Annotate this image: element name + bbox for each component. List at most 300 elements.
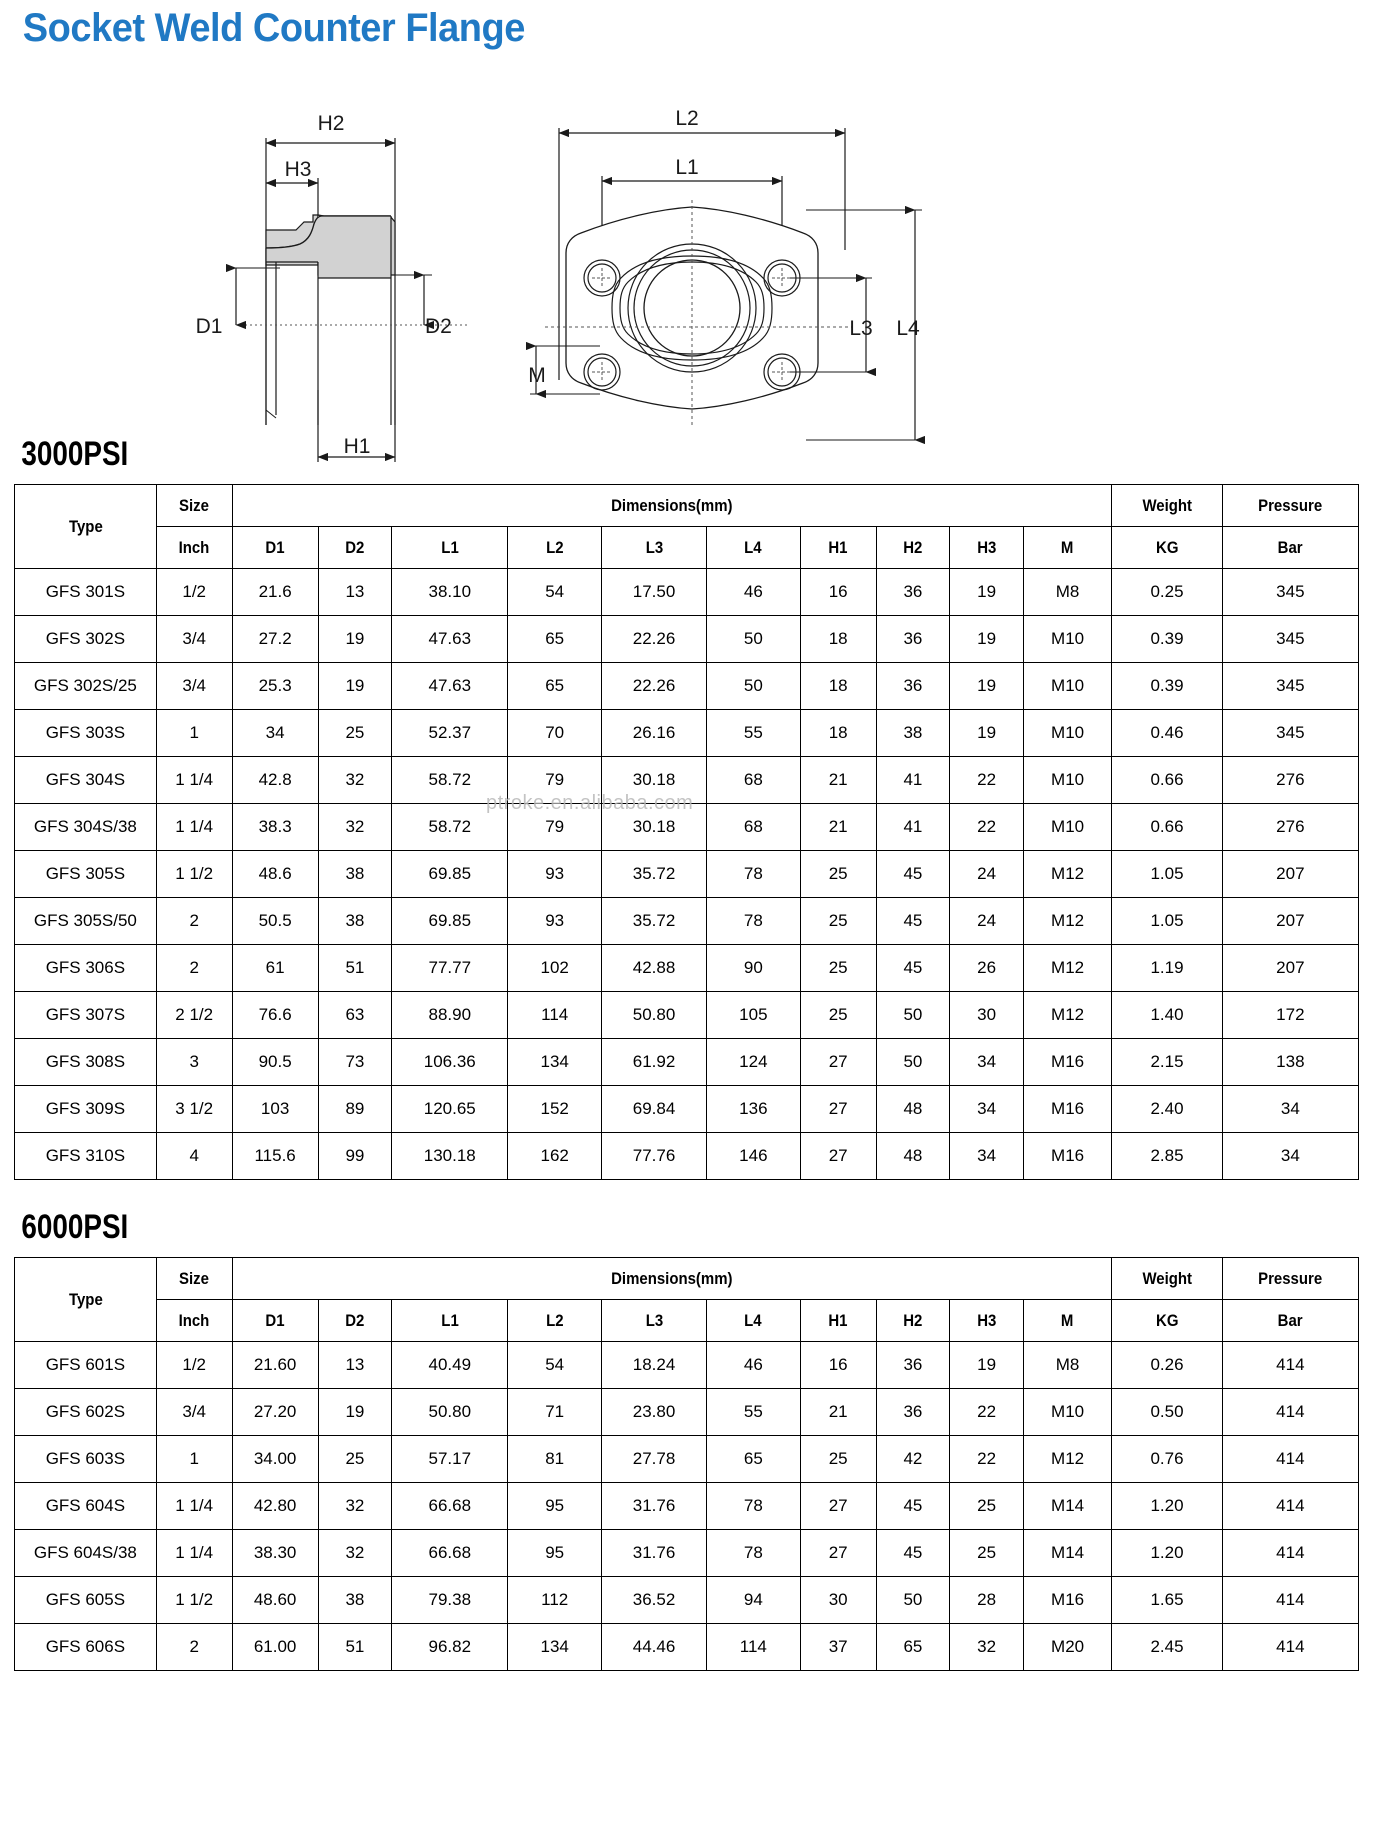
table-cell: M16 [1023, 1133, 1111, 1180]
table-cell: 21 [800, 1389, 876, 1436]
table-cell: 134 [508, 1624, 602, 1671]
table-cell: 30.18 [602, 757, 707, 804]
table-cell: 24 [950, 898, 1024, 945]
table-cell: 32 [318, 1483, 392, 1530]
table-cell: 61.00 [232, 1624, 318, 1671]
col-header-pressure: Pressure [1230, 485, 1350, 527]
table-cell: 136 [706, 1086, 800, 1133]
table-cell: 3 [156, 1039, 232, 1086]
table-cell: M10 [1023, 1389, 1111, 1436]
watermark: ptroke.en.alibaba.com [486, 792, 694, 814]
table-cell: 46 [706, 569, 800, 616]
table-cell: 61.92 [602, 1039, 707, 1086]
table-cell: 77.77 [392, 945, 508, 992]
table-cell: 1.65 [1112, 1577, 1222, 1624]
table-cell: 42 [876, 1436, 950, 1483]
table-cell: 0.66 [1112, 757, 1222, 804]
table-cell: M14 [1023, 1530, 1111, 1577]
table-cell: 50 [876, 992, 950, 1039]
table-cell: 76.6 [232, 992, 318, 1039]
table-cell: 81 [508, 1436, 602, 1483]
table-header-row-bottom [15, 1300, 1359, 1342]
table-cell: 69.85 [392, 851, 508, 898]
table-cell: 31.76 [602, 1483, 707, 1530]
col-header-h3: H3 [954, 527, 1019, 569]
table-header-row-top [15, 485, 1359, 527]
table-cell: 63 [318, 992, 392, 1039]
col-header-d1: D1 [237, 527, 313, 569]
table-cell: 1/2 [156, 1342, 232, 1389]
table-cell: 207 [1222, 851, 1358, 898]
table-cell: 79 [508, 804, 602, 851]
table-cell: 35.72 [602, 851, 707, 898]
table-cell: 34 [950, 1086, 1024, 1133]
col-header-weight-unit: KG [1118, 527, 1215, 569]
table-cell: 345 [1222, 616, 1358, 663]
table-cell: 19 [318, 663, 392, 710]
table-cell: 162 [508, 1133, 602, 1180]
table-cell: 18 [800, 710, 876, 757]
table-cell: 2.15 [1112, 1039, 1222, 1086]
table-row [15, 898, 1359, 945]
cell-type: GFS 303S [15, 710, 157, 757]
dim-label-l3: L3 [849, 317, 873, 340]
col-header-type: Type [23, 1258, 148, 1342]
table-cell: 13 [318, 569, 392, 616]
table-cell: 30.18 [602, 804, 707, 851]
table-cell: 2 [156, 945, 232, 992]
table-cell: 13 [318, 1342, 392, 1389]
table-cell: 45 [876, 851, 950, 898]
table-cell: 42.8 [232, 757, 318, 804]
table-cell: 48.60 [232, 1577, 318, 1624]
col-header-dimensions: Dimensions(mm) [285, 1258, 1059, 1300]
table-cell: 36.52 [602, 1577, 707, 1624]
table-cell: 34 [950, 1133, 1024, 1180]
table-cell: M12 [1023, 992, 1111, 1039]
table-cell: 21 [800, 804, 876, 851]
table-row [15, 663, 1359, 710]
col-header-size: Size [161, 485, 228, 527]
table-cell: 23.80 [602, 1389, 707, 1436]
table-cell: 28 [950, 1577, 1024, 1624]
table-cell: 88.90 [392, 992, 508, 1039]
table-cell: 0.50 [1112, 1389, 1222, 1436]
table-cell: 0.66 [1112, 804, 1222, 851]
table-cell: 38.30 [232, 1530, 318, 1577]
table-row [15, 1436, 1359, 1483]
table-cell: 22.26 [602, 663, 707, 710]
table-cell: 78 [706, 1530, 800, 1577]
table-cell: 25.3 [232, 663, 318, 710]
table-row [15, 1133, 1359, 1180]
table-cell: 21 [800, 757, 876, 804]
table-row [15, 945, 1359, 992]
table-cell: 19 [950, 663, 1024, 710]
table-cell: 2.40 [1112, 1086, 1222, 1133]
table-cell: 34 [1222, 1086, 1358, 1133]
table-cell: 42.88 [602, 945, 707, 992]
col-header-m: M [1029, 1300, 1107, 1342]
table-cell: M14 [1023, 1483, 1111, 1530]
table-cell: 40.49 [392, 1342, 508, 1389]
table-cell: 30 [950, 992, 1024, 1039]
col-header-l1: L1 [399, 527, 501, 569]
section-heading-6000psi: 6000PSI [21, 1208, 129, 1246]
dim-label-h3: H3 [284, 158, 312, 181]
table-row [15, 1342, 1359, 1389]
table-cell: 95 [508, 1483, 602, 1530]
table-cell: 1 1/4 [156, 1530, 232, 1577]
table-cell: 1.20 [1112, 1483, 1222, 1530]
table-cell: 3 1/2 [156, 1086, 232, 1133]
section-heading-3000psi: 3000PSI [21, 435, 129, 473]
table-cell: 114 [508, 992, 602, 1039]
table-cell: 73 [318, 1039, 392, 1086]
table-cell: 78 [706, 851, 800, 898]
cell-type: GFS 305S/50 [15, 898, 157, 945]
table-cell: 57.17 [392, 1436, 508, 1483]
table-cell: 54 [508, 569, 602, 616]
col-header-l3: L3 [608, 527, 700, 569]
table-cell: 36 [876, 569, 950, 616]
dim-label-l2: L2 [675, 107, 699, 130]
table-cell: 25 [800, 992, 876, 1039]
cell-type: GFS 603S [15, 1436, 157, 1483]
table-cell: 276 [1222, 804, 1358, 851]
table-row [15, 804, 1359, 851]
col-header-m: M [1029, 527, 1107, 569]
table-cell: 1 1/2 [156, 851, 232, 898]
table-cell: 69.84 [602, 1086, 707, 1133]
col-header-d2: D2 [322, 527, 387, 569]
spec-table-6000psi [14, 1257, 1359, 1671]
col-header-weight: Weight [1118, 485, 1215, 527]
table-cell: 25 [800, 898, 876, 945]
dim-label-h2: H2 [317, 112, 345, 135]
table-cell: 50.5 [232, 898, 318, 945]
dim-label-l4: L4 [896, 317, 920, 340]
table-row [15, 1039, 1359, 1086]
table-cell: 17.50 [602, 569, 707, 616]
col-header-d2: D2 [322, 1300, 387, 1342]
col-header-pressure-unit: Bar [1230, 527, 1350, 569]
table-cell: 345 [1222, 663, 1358, 710]
col-header-l3: L3 [608, 1300, 700, 1342]
table-cell: 1.19 [1112, 945, 1222, 992]
table-cell: 120.65 [392, 1086, 508, 1133]
table-row [15, 757, 1359, 804]
table-cell: 1.40 [1112, 992, 1222, 1039]
table-cell: 21.6 [232, 569, 318, 616]
table-cell: 106.36 [392, 1039, 508, 1086]
table-cell: 34 [1222, 1133, 1358, 1180]
table-cell: 36 [876, 663, 950, 710]
table-cell: 276 [1222, 757, 1358, 804]
table-cell: 46 [706, 1342, 800, 1389]
table-row [15, 851, 1359, 898]
table-cell: 50 [876, 1039, 950, 1086]
table-cell: 18.24 [602, 1342, 707, 1389]
col-header-l2: L2 [513, 527, 596, 569]
table-cell: 96.82 [392, 1624, 508, 1671]
col-header-l2: L2 [513, 1300, 596, 1342]
table-cell: 50.80 [392, 1389, 508, 1436]
table-cell: 45 [876, 1483, 950, 1530]
dim-label-d2: D2 [425, 315, 452, 338]
cell-type: GFS 301S [15, 569, 157, 616]
table-cell: 65 [508, 663, 602, 710]
spec-table-6000psi-body [15, 1342, 1359, 1671]
dim-label-l1: L1 [675, 156, 699, 179]
table-cell: 1.05 [1112, 851, 1222, 898]
table-cell: 27 [800, 1483, 876, 1530]
table-row [15, 1624, 1359, 1671]
table-cell: 22 [950, 1436, 1024, 1483]
cell-type: GFS 304S [15, 757, 157, 804]
table-cell: 24 [950, 851, 1024, 898]
cell-type: GFS 605S [15, 1577, 157, 1624]
table-cell: 38 [318, 851, 392, 898]
table-cell: 1 [156, 1436, 232, 1483]
table-cell: 58.72 [392, 757, 508, 804]
table-cell: 68 [706, 804, 800, 851]
table-cell: 26.16 [602, 710, 707, 757]
table-cell: M8 [1023, 1342, 1111, 1389]
table-row [15, 1086, 1359, 1133]
table-cell: 32 [318, 757, 392, 804]
table-cell: 19 [950, 1342, 1024, 1389]
table-row [15, 992, 1359, 1039]
table-cell: M10 [1023, 616, 1111, 663]
page-title: Socket Weld Counter Flange [22, 6, 525, 50]
spec-table-3000psi-wrap [0, 484, 1373, 1180]
col-header-pressure: Pressure [1230, 1258, 1350, 1300]
table-cell: 48 [876, 1086, 950, 1133]
cell-type: GFS 305S [15, 851, 157, 898]
table-cell: 58.72 [392, 804, 508, 851]
table-cell: 27.78 [602, 1436, 707, 1483]
table-cell: 207 [1222, 945, 1358, 992]
cell-type: GFS 604S/38 [15, 1530, 157, 1577]
col-header-size: Size [161, 1258, 228, 1300]
col-header-h2: H2 [881, 527, 946, 569]
cell-type: GFS 310S [15, 1133, 157, 1180]
table-row [15, 1389, 1359, 1436]
table-cell: 152 [508, 1086, 602, 1133]
dim-label-h1: H1 [343, 435, 371, 458]
table-cell: 19 [950, 569, 1024, 616]
table-cell: 1 1/4 [156, 1483, 232, 1530]
table-cell: 1 1/4 [156, 757, 232, 804]
col-header-h2: H2 [881, 1300, 946, 1342]
col-header-size-unit: Inch [161, 1300, 228, 1342]
col-header-weight: Weight [1118, 1258, 1215, 1300]
cell-type: GFS 309S [15, 1086, 157, 1133]
table-cell: 93 [508, 898, 602, 945]
table-cell: 51 [318, 945, 392, 992]
table-cell: 22 [950, 1389, 1024, 1436]
table-cell: 45 [876, 1530, 950, 1577]
table-cell: 32 [950, 1624, 1024, 1671]
table-cell: 414 [1222, 1436, 1358, 1483]
table-cell: M10 [1023, 757, 1111, 804]
table-cell: 95 [508, 1530, 602, 1577]
cell-type: GFS 606S [15, 1624, 157, 1671]
table-cell: 1 [156, 710, 232, 757]
table-cell: 54 [508, 1342, 602, 1389]
table-cell: 89 [318, 1086, 392, 1133]
table-cell: 25 [800, 851, 876, 898]
cell-type: GFS 306S [15, 945, 157, 992]
table-cell: 19 [318, 616, 392, 663]
table-cell: 27 [800, 1039, 876, 1086]
table-cell: 66.68 [392, 1483, 508, 1530]
table-cell: 34 [950, 1039, 1024, 1086]
table-cell: 90.5 [232, 1039, 318, 1086]
table-cell: 414 [1222, 1483, 1358, 1530]
table-cell: 22.26 [602, 616, 707, 663]
table-cell: 70 [508, 710, 602, 757]
table-cell: 0.46 [1112, 710, 1222, 757]
table-cell: 66.68 [392, 1530, 508, 1577]
table-cell: 1.20 [1112, 1530, 1222, 1577]
cell-type: GFS 308S [15, 1039, 157, 1086]
table-header-row-bottom [15, 527, 1359, 569]
dim-label-d1: D1 [195, 315, 223, 338]
table-cell: 78 [706, 1483, 800, 1530]
table-cell: 27 [800, 1530, 876, 1577]
table-cell: 27 [800, 1133, 876, 1180]
table-cell: 114 [706, 1624, 800, 1671]
table-cell: 0.39 [1112, 616, 1222, 663]
table-cell: 414 [1222, 1530, 1358, 1577]
col-header-h1: H1 [805, 527, 872, 569]
table-cell: 3/4 [156, 1389, 232, 1436]
table-cell: 1 1/4 [156, 804, 232, 851]
table-cell: 61 [232, 945, 318, 992]
col-header-l1: L1 [399, 1300, 501, 1342]
table-cell: 414 [1222, 1389, 1358, 1436]
table-cell: 1 1/2 [156, 1577, 232, 1624]
table-cell: 77.76 [602, 1133, 707, 1180]
table-cell: 0.26 [1112, 1342, 1222, 1389]
table-cell: 47.63 [392, 663, 508, 710]
table-cell: 32 [318, 804, 392, 851]
table-cell: 130.18 [392, 1133, 508, 1180]
table-cell: 18 [800, 663, 876, 710]
table-cell: 71 [508, 1389, 602, 1436]
table-cell: 45 [876, 898, 950, 945]
table-cell: 112 [508, 1577, 602, 1624]
table-cell: 36 [876, 1342, 950, 1389]
spec-table-6000psi-wrap [0, 1257, 1373, 1671]
table-cell: M10 [1023, 710, 1111, 757]
table-header-row-top [15, 1258, 1359, 1300]
table-cell: 99 [318, 1133, 392, 1180]
table-cell: 2.85 [1112, 1133, 1222, 1180]
table-cell: 16 [800, 569, 876, 616]
table-cell: 65 [876, 1624, 950, 1671]
table-cell: M16 [1023, 1086, 1111, 1133]
table-cell: 124 [706, 1039, 800, 1086]
table-cell: 25 [800, 1436, 876, 1483]
table-row [15, 1530, 1359, 1577]
table-cell: 146 [706, 1133, 800, 1180]
table-cell: 38 [318, 898, 392, 945]
table-cell: 414 [1222, 1342, 1358, 1389]
table-cell: 55 [706, 1389, 800, 1436]
table-cell: M12 [1023, 1436, 1111, 1483]
table-cell: 134 [508, 1039, 602, 1086]
table-cell: 25 [318, 1436, 392, 1483]
table-cell: 30 [800, 1577, 876, 1624]
table-cell: 38 [876, 710, 950, 757]
table-cell: 50.80 [602, 992, 707, 1039]
table-cell: 2 [156, 1624, 232, 1671]
table-cell: 172 [1222, 992, 1358, 1039]
table-cell: 45 [876, 945, 950, 992]
cell-type: GFS 302S [15, 616, 157, 663]
table-cell: 41 [876, 757, 950, 804]
col-header-l4: L4 [712, 527, 795, 569]
cell-type: GFS 307S [15, 992, 157, 1039]
table-cell: 115.6 [232, 1133, 318, 1180]
col-header-d1: D1 [237, 1300, 313, 1342]
table-cell: 38 [318, 1577, 392, 1624]
table-row [15, 710, 1359, 757]
table-row [15, 1577, 1359, 1624]
col-header-dimensions: Dimensions(mm) [285, 485, 1059, 527]
table-cell: 16 [800, 1342, 876, 1389]
table-cell: 0.25 [1112, 569, 1222, 616]
table-cell: 345 [1222, 710, 1358, 757]
table-cell: 4 [156, 1133, 232, 1180]
table-cell: 55 [706, 710, 800, 757]
cell-type: GFS 302S/25 [15, 663, 157, 710]
table-cell: 25 [950, 1483, 1024, 1530]
table-cell: 207 [1222, 898, 1358, 945]
cell-type: GFS 601S [15, 1342, 157, 1389]
spec-table-3000psi [14, 484, 1359, 1180]
table-cell: 0.76 [1112, 1436, 1222, 1483]
table-cell: 3/4 [156, 663, 232, 710]
table-cell: 2.45 [1112, 1624, 1222, 1671]
table-cell: 22 [950, 757, 1024, 804]
table-cell: 414 [1222, 1577, 1358, 1624]
spec-table-3000psi-body [15, 569, 1359, 1180]
table-cell: 25 [318, 710, 392, 757]
table-cell: 93 [508, 851, 602, 898]
table-cell: 2 [156, 898, 232, 945]
table-cell: 36 [876, 1389, 950, 1436]
col-header-size-unit: Inch [161, 527, 228, 569]
table-cell: 69.85 [392, 898, 508, 945]
table-cell: 34 [232, 710, 318, 757]
table-cell: 31.76 [602, 1530, 707, 1577]
table-cell: 22 [950, 804, 1024, 851]
dim-label-m: M [528, 364, 546, 387]
table-cell: M12 [1023, 898, 1111, 945]
table-cell: 37 [800, 1624, 876, 1671]
table-cell: 50 [876, 1577, 950, 1624]
table-cell: 38.3 [232, 804, 318, 851]
table-cell: 38.10 [392, 569, 508, 616]
col-header-h3: H3 [954, 1300, 1019, 1342]
table-cell: M10 [1023, 804, 1111, 851]
table-cell: 79.38 [392, 1577, 508, 1624]
col-header-h1: H1 [805, 1300, 872, 1342]
